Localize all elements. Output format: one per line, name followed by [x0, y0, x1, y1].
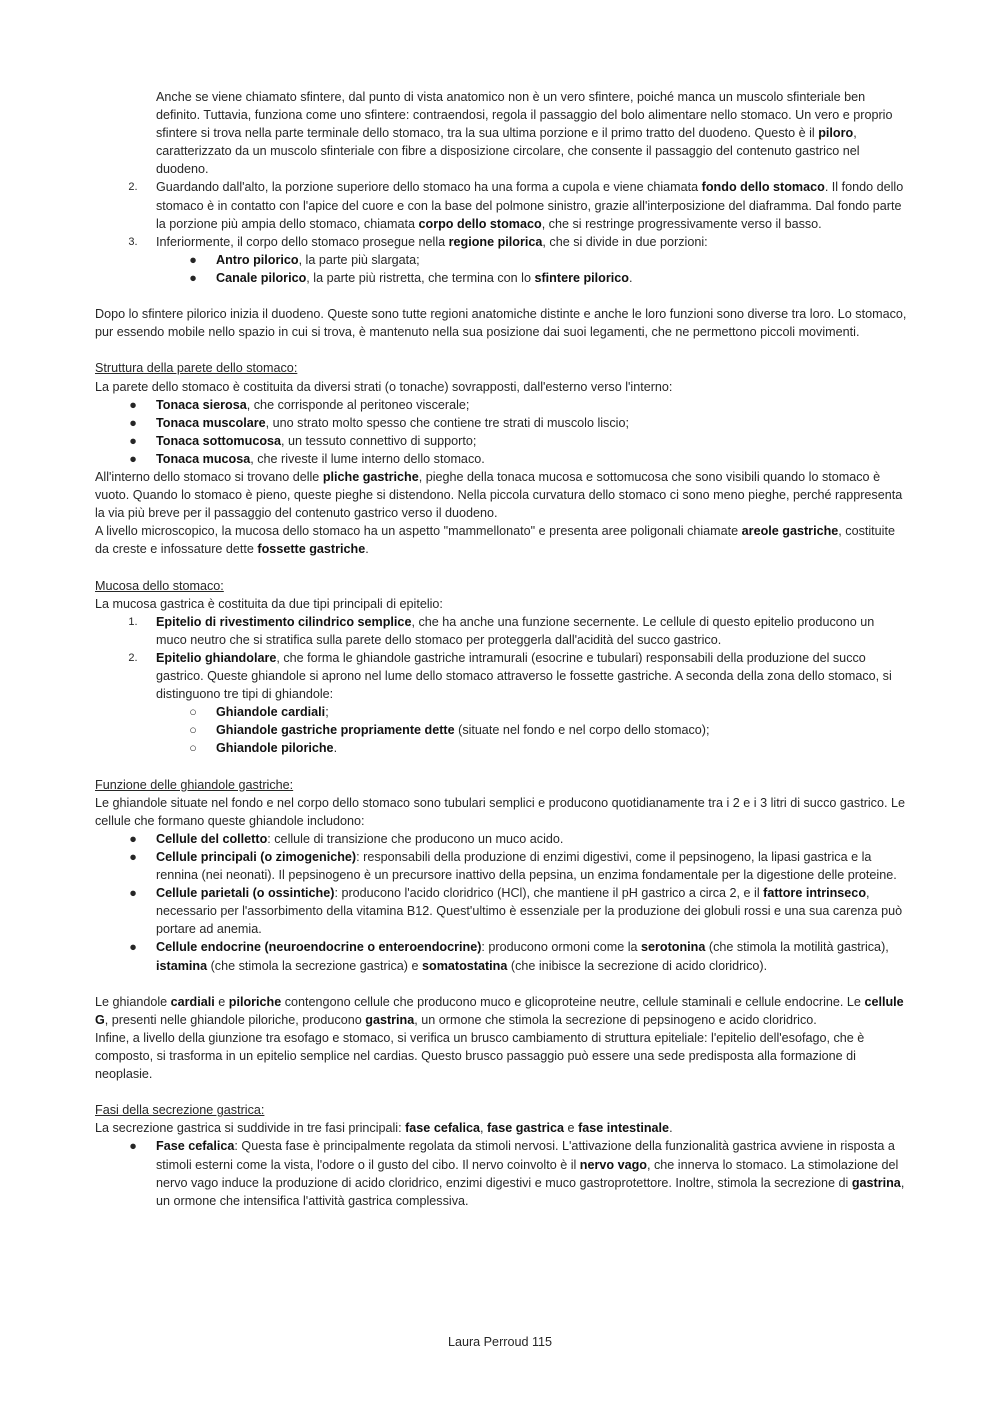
list-item	[95, 649, 907, 703]
paragraph-cardiali-piloriche: Le ghiandole cardiali e piloriche contengono cellule che producono muco e glicoproteine neutre, cellule staminali e cellule endocrine. Le cellule G, presenti nelle ghiandole piloriche, producono gastrina, un ormone che stimola la secrezione di pepsinogeno e acido cloridrico.	[95, 994, 904, 1027]
bold-term: gastrina	[851, 1175, 901, 1190]
list-marker: ●	[129, 886, 137, 901]
list-item-text: Cellule principali (o zimogeniche): responsabili della produzione di enzimi digestivi, come il pepsinogeno, la lipasi gastrica e la rennina (nei neonati). Il pepsinogeno è un precursore inattivo della pepsina, un enzima fondamentale per la digestione delle proteine.	[156, 849, 897, 883]
bold-term: Ghiandole gastriche propriamente dette	[216, 723, 455, 738]
bold-term: gastrina	[365, 1012, 415, 1027]
list-item-text: Tonaca muscolare, uno strato molto spesso che contiene tre strati di muscolo liscio;	[156, 415, 629, 430]
list-item-text: Ghiandole cardiali;	[216, 705, 329, 720]
heading-mucosa: Mucosa dello stomaco:	[95, 578, 224, 593]
list-item	[95, 830, 907, 848]
list-marker: 2.	[128, 651, 138, 664]
list-number: 2.	[128, 181, 138, 194]
bold-term: sfintere pilorico	[534, 270, 629, 285]
list-marker: ●	[129, 397, 137, 412]
bold-term: fattore intrinseco	[763, 886, 867, 901]
list-item	[95, 432, 907, 450]
page-footer: Laura Perroud 115	[447, 1335, 553, 1349]
bold-term: Tonaca mucosa	[156, 451, 251, 466]
list-item	[95, 1137, 907, 1209]
list-item	[95, 450, 907, 468]
paragraph-funzione-lead: Le ghiandole situate nel fondo e nel corpo dello stomaco sono tubulari semplici e producono quotidianamente tra i 2 e i 3 litri di succo gastrico. Le cellule che formano queste ghiandole includono:	[95, 795, 905, 828]
bold-term: fase gastrica	[487, 1121, 565, 1136]
list-marker: ●	[129, 415, 137, 430]
list-marker: ●	[129, 433, 137, 448]
list-item	[95, 613, 907, 649]
bold-term: regione pilorica	[448, 234, 543, 249]
list-item	[95, 396, 907, 414]
list-item-text: Ghiandole piloriche.	[216, 741, 338, 756]
list-item	[95, 703, 907, 721]
bold-term: Cellule del colletto	[156, 831, 268, 846]
paragraph-duodeno: Dopo lo sfintere pilorico inizia il duodeno. Queste sono tutte regioni anatomiche distinte e anche le loro funzioni sono diverse tra loro. Lo stomaco, pur essendo mobile nello spazio in cui si trova, è mantenuto nella sua posizione dai suoi legamenti, che ne permettono piccoli movimenti.	[95, 307, 907, 340]
list-item-text: Inferiormente, il corpo dello stomaco prosegue nella regione pilorica, che si divide in due porzioni:	[156, 234, 708, 249]
list-item-text: Antro pilorico, la parte più slargata;	[216, 252, 420, 267]
list-item-text: Cellule del colletto: cellule di transizione che producono un muco acido.	[156, 831, 564, 846]
bold-term: istamina	[156, 958, 208, 973]
sublist-regione-pilorica	[95, 251, 907, 287]
bold-term: pliche gastriche	[322, 469, 419, 484]
heading-struttura-parete: Struttura della parete dello stomaco:	[95, 361, 298, 376]
bold-term: Ghiandole piloriche	[216, 741, 334, 756]
bold-term: nervo vago	[579, 1157, 647, 1172]
list-item-text: Epitelio ghiandolare, che forma le ghiandole gastriche intramurali (esocrine e tubulari) responsabili della produzione del succo gastrico. Queste ghiandole si aprono nel lume dello stomaco attraverso le fossette gastriche. A seconda della zona dello stomaco, si distinguono tre tipi di ghiandole:	[156, 650, 892, 702]
list-item	[95, 269, 907, 287]
list-item-text: Tonaca sierosa, che corrisponde al peritoneo viscerale;	[156, 397, 470, 412]
bold-term: serotonina	[641, 940, 706, 955]
list-item-regione-pilorica	[95, 233, 907, 251]
sublist-ghiandole	[95, 703, 907, 757]
bold-term: Fase cefalica	[156, 1139, 235, 1154]
bold-term: Epitelio di rivestimento cilindrico semplice	[156, 614, 412, 629]
bold-term: Antro pilorico	[216, 252, 299, 267]
list-item-fondo	[95, 178, 907, 232]
bold-term: areole gastriche	[741, 524, 839, 539]
list-cellule	[95, 830, 907, 975]
list-item	[95, 721, 907, 739]
paragraph-cardias: Anche se viene chiamato sfintere, dal punto di vista anatomico non è un vero sfintere, poiché manca un muscolo sfinteriale ben definito. Tuttavia, funziona come uno sfintere: contraendosi, regola il passaggio del bolo alimentare nello stomaco. Un vero e proprio sfintere si trova nella parte terminale dello stomaco, tra la sua ultima porzione e il primo tratto del duodeno. Questo è il piloro, caratterizzato da un muscolo sfinteriale con fibre a disposizione circolare, che consente il passaggio del contenuto gastrico nel duodeno.	[156, 90, 893, 177]
list-marker: ●	[189, 252, 197, 267]
bold-term: cardiali	[170, 994, 215, 1009]
list-item	[95, 251, 907, 269]
list-item-text: Tonaca sottomucosa, un tessuto connettivo di supporto;	[156, 433, 477, 448]
paragraph-areole: A livello microscopico, la mucosa dello stomaco ha un aspetto "mammellonato" e presenta aree poligonali chiamate areole gastriche, costituite da creste e infossature dette fossette gastriche.	[95, 524, 895, 557]
list-item-text: Cellule parietali (o ossintiche): producono l'acido cloridrico (HCl), che mantiene il pH gastrico a circa 2, e il fattore intrinseco, necessario per l'assorbimento della vitamina B12. Quest'ultimo è essenziale per la produzione dei globuli rossi e una sua carenza può portare ad anemia.	[156, 886, 903, 937]
list-item-text: Epitelio di rivestimento cilindrico semplice, che ha anche una funzione secernente. Le cellule di questo epitelio producono un muco neutro che si stratifica sulla parete dello stomaco per proteggerla dall'acidità del succo gastrico.	[156, 614, 875, 647]
list-item-text: Ghiandole gastriche propriamente dette (situate nel fondo e nel corpo dello stomaco);	[216, 723, 710, 738]
bold-term: Cellule principali (o zimogeniche)	[156, 849, 357, 864]
list-marker: 1.	[128, 615, 138, 628]
list-marker: ●	[189, 270, 197, 285]
heading-fasi-secrezione: Fasi della secrezione gastrica:	[95, 1103, 265, 1118]
list-marker: ○	[189, 723, 197, 738]
list-item	[95, 739, 907, 757]
bold-term: Ghiandole cardiali	[216, 705, 326, 720]
list-item	[95, 848, 907, 884]
bold-term: Tonaca sierosa	[156, 397, 247, 412]
bold-term: Cellule endocrine (neuroendocrine o enteroendocrine)	[156, 940, 482, 955]
list-item-text: Cellule endocrine (neuroendocrine o enteroendocrine): producono ormoni come la serotonina (che stimola la motilità gastrica), istamina (che stimola la secrezione gastrica) e somatostatina (che inibisce la secrezione di acido cloridrico).	[156, 940, 889, 973]
list-marker: ●	[129, 1139, 137, 1154]
list-item-text: Tonaca mucosa, che riveste il lume interno dello stomaco.	[156, 451, 485, 466]
bold-term: piloriche	[228, 994, 282, 1009]
list-marker: ●	[129, 831, 137, 846]
bold-term: Canale pilorico	[216, 270, 307, 285]
list-number: 3.	[128, 235, 138, 248]
bold-term: Epitelio ghiandolare	[156, 650, 277, 665]
list-fasi	[95, 1137, 907, 1209]
list-tonache	[95, 396, 907, 468]
bold-term: fossette gastriche	[257, 542, 366, 557]
list-marker: ●	[129, 451, 137, 466]
list-item	[95, 414, 907, 432]
heading-funzione-ghiandole: Funzione delle ghiandole gastriche:	[95, 777, 294, 792]
list-marker: ●	[129, 940, 137, 955]
paragraph-parete-lead: La parete dello stomaco è costituita da diversi strati (o tonache) sovrapposti, dall'esterno verso l'interno:	[95, 379, 673, 394]
list-item-text: Fase cefalica: Questa fase è principalmente regolata da stimoli nervosi. L'attivazione della funzionalità gastrica avviene in risposta a stimoli esterni come la vista, l'odore o il gusto del cibo. Il nervo coinvolto è il nervo vago, che innerva lo stomaco. La stimolazione del nervo vago induce la produzione di acido cloridrico, enzimi digestivi e muco gastroprotettore. Inoltre, stimola la secrezione di gastrina, un ormone che intensifica l'attività gastrica complessiva.	[156, 1139, 905, 1208]
document-page	[95, 88, 907, 1210]
bold-term: somatostatina	[422, 958, 508, 973]
bold-term: fondo dello stomaco	[701, 180, 825, 195]
list-item	[95, 884, 907, 938]
list-item	[95, 938, 907, 974]
paragraph-mucosa-lead: La mucosa gastrica è costituita da due tipi principali di epitelio:	[95, 596, 443, 611]
bold-term: corpo dello stomaco	[418, 216, 542, 231]
list-marker: ○	[189, 741, 197, 756]
paragraph-pliche: All'interno dello stomaco si trovano delle pliche gastriche, pieghe della tonaca mucosa e sottomucosa che sono visibili quando lo stomaco è vuoto. Quando lo stomaco è pieno, queste pieghe si distendono. Nella piccola curvatura dello stomaco ci sono meno pieghe, perché rappresenta la via più breve per il passaggio del contenuto gastrico verso il duodeno.	[95, 469, 903, 521]
bold-term: piloro	[818, 126, 854, 141]
bold-term: fase intestinale	[578, 1121, 670, 1136]
paragraph-giunzione: Infine, a livello della giunzione tra esofago e stomaco, si verifica un brusco cambiamento di struttura epiteliale: l'epitelio dell'esofago, che è composto, si trasforma in un epitelio semplice nel cardias. Questo brusco passaggio può essere una sede predisposta alla formazione di neoplasie.	[95, 1030, 865, 1082]
bold-term: Tonaca muscolare	[156, 415, 266, 430]
bold-term: Cellule parietali (o ossintiche)	[156, 886, 335, 901]
paragraph-fasi-lead: La secrezione gastrica si suddivide in tre fasi principali: fase cefalica, fase gastrica e fase intestinale.	[95, 1121, 673, 1136]
list-item-text: Canale pilorico, la parte più ristretta, che termina con lo sfintere pilorico.	[216, 270, 633, 285]
bold-term: cellule G	[95, 994, 904, 1027]
list-epiteli	[95, 613, 907, 703]
bold-term: Tonaca sottomucosa	[156, 433, 282, 448]
list-item-text: Guardando dall'alto, la porzione superiore dello stomaco ha una forma a cupola e viene chiamata fondo dello stomaco. Il fondo dello stomaco è in contatto con l'apice del cuore e con la base del polmone sinistro, grazie all'interposizione del diaframma. Dal fondo parte la porzione più ampia dello stomaco, chiamata corpo dello stomaco, che si restringe progressivamente verso il basso.	[156, 180, 904, 231]
bold-term: fase cefalica	[405, 1121, 481, 1136]
list-marker: ○	[189, 705, 197, 720]
list-marker: ●	[129, 849, 137, 864]
